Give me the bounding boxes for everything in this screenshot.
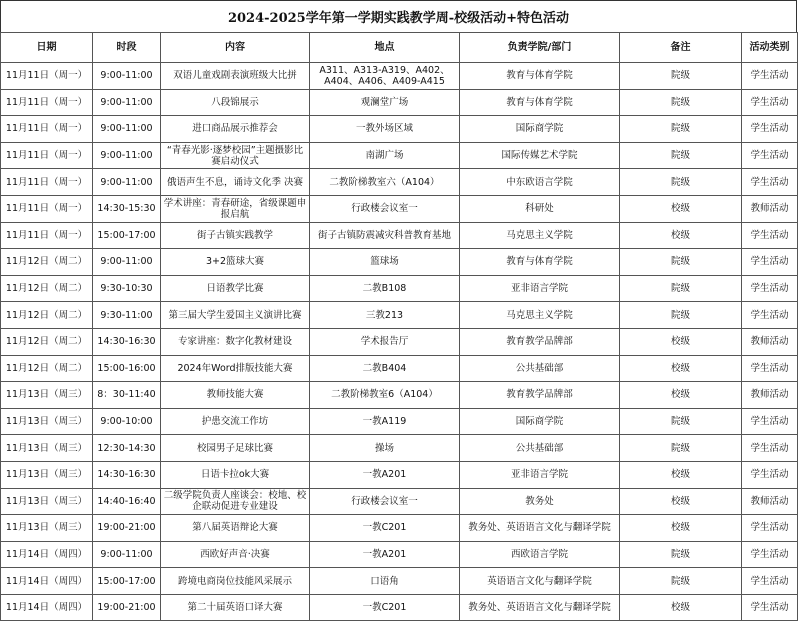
- cell-location: 行政楼会议室一: [310, 195, 460, 222]
- table-row: [1, 142, 798, 169]
- cell-date: 11月14日（周四）: [1, 568, 93, 595]
- cell-remark: 院级: [620, 302, 742, 329]
- cell-category: 教师活动: [742, 328, 798, 355]
- cell-date: 11月11日（周一）: [1, 169, 93, 196]
- cell-remark: 校级: [620, 461, 742, 488]
- cell-category: 学生活动: [742, 142, 798, 169]
- cell-category: 学生活动: [742, 89, 798, 116]
- cell-department: 马克思主义学院: [460, 222, 620, 249]
- cell-time: 14:30-16:30: [93, 328, 161, 355]
- cell-content: “青春光影·逐梦校园”主题摄影比赛启动仪式: [161, 142, 310, 169]
- cell-date: 11月11日（周一）: [1, 63, 93, 90]
- cell-content: 二级学院负责人座谈会：校地、校企联动促进专业建设: [161, 488, 310, 515]
- cell-location: 二教B404: [310, 355, 460, 382]
- table-row: [1, 328, 798, 355]
- table-row: [1, 249, 798, 276]
- cell-time: 9:00-11:00: [93, 541, 161, 568]
- cell-date: 11月12日（周二）: [1, 275, 93, 302]
- cell-date: 11月11日（周一）: [1, 142, 93, 169]
- cell-content: 双语儿童戏剧表演班级大比拼: [161, 63, 310, 90]
- table-row: [1, 116, 798, 143]
- cell-category: 学生活动: [742, 435, 798, 462]
- cell-time: 9:00-11:00: [93, 169, 161, 196]
- cell-time: 15:00-17:00: [93, 568, 161, 595]
- cell-category: 学生活动: [742, 541, 798, 568]
- cell-time: 19:00-21:00: [93, 515, 161, 542]
- cell-content: 第八届英语辩论大赛: [161, 515, 310, 542]
- cell-category: 学生活动: [742, 515, 798, 542]
- cell-remark: 院级: [620, 568, 742, 595]
- cell-date: 11月11日（周一）: [1, 195, 93, 222]
- cell-date: 11月12日（周二）: [1, 249, 93, 276]
- cell-category: 学生活动: [742, 594, 798, 621]
- table-row: [1, 408, 798, 435]
- cell-date: 11月13日（周三）: [1, 488, 93, 515]
- cell-content: 第三届大学生爱国主义演讲比赛: [161, 302, 310, 329]
- cell-location: 南湖广场: [310, 142, 460, 169]
- cell-content: 八段锦展示: [161, 89, 310, 116]
- cell-location: 一教外场区域: [310, 116, 460, 143]
- cell-location: 一教C201: [310, 515, 460, 542]
- cell-department: 亚非语言学院: [460, 275, 620, 302]
- cell-date: 11月12日（周二）: [1, 328, 93, 355]
- cell-location: 观澜堂广场: [310, 89, 460, 116]
- cell-department: 亚非语言学院: [460, 461, 620, 488]
- table-row: [1, 195, 798, 222]
- cell-time: 12:30-14:30: [93, 435, 161, 462]
- header-category: 活动类别: [742, 33, 798, 63]
- cell-location: 学术报告厅: [310, 328, 460, 355]
- cell-time: 9:00-11:00: [93, 89, 161, 116]
- cell-content: 西欧好声音·决赛: [161, 541, 310, 568]
- table-row: [1, 302, 798, 329]
- cell-date: 11月11日（周一）: [1, 222, 93, 249]
- cell-time: 9:00-11:00: [93, 63, 161, 90]
- cell-category: 学生活动: [742, 568, 798, 595]
- cell-content: 跨境电商岗位技能风采展示: [161, 568, 310, 595]
- cell-date: 11月14日（周四）: [1, 541, 93, 568]
- cell-content: 专家讲座：数字化教材建设: [161, 328, 310, 355]
- cell-category: 学生活动: [742, 169, 798, 196]
- cell-remark: 校级: [620, 515, 742, 542]
- cell-category: 学生活动: [742, 355, 798, 382]
- cell-content: 2024年Word排版技能大赛: [161, 355, 310, 382]
- cell-location: 二教阶梯教室六（A104）: [310, 169, 460, 196]
- header-row: [1, 33, 798, 63]
- cell-content: 日语教学比赛: [161, 275, 310, 302]
- cell-content: 校园男子足球比赛: [161, 435, 310, 462]
- cell-date: 11月12日（周二）: [1, 355, 93, 382]
- cell-department: 英语语言文化与翻译学院: [460, 568, 620, 595]
- cell-content: 护患交流工作坊: [161, 408, 310, 435]
- cell-time: 19:00-21:00: [93, 594, 161, 621]
- table-row: [1, 461, 798, 488]
- cell-remark: 院级: [620, 249, 742, 276]
- cell-content: 教师技能大赛: [161, 382, 310, 409]
- cell-location: 一教A119: [310, 408, 460, 435]
- header-location: 地点: [310, 33, 460, 63]
- cell-department: 教育与体育学院: [460, 89, 620, 116]
- cell-department: 教务处、英语语言文化与翻译学院: [460, 515, 620, 542]
- cell-location: 二教B108: [310, 275, 460, 302]
- table-body: [1, 63, 798, 621]
- cell-date: 11月13日（周三）: [1, 461, 93, 488]
- cell-location: 街子古镇防震减灾科普教育基地: [310, 222, 460, 249]
- cell-time: 8：30-11:40: [93, 382, 161, 409]
- cell-content: 俄语声生不息，诵诗文化季 决赛: [161, 169, 310, 196]
- cell-category: 教师活动: [742, 488, 798, 515]
- table-row: [1, 169, 798, 196]
- cell-remark: 院级: [620, 63, 742, 90]
- cell-department: 教育与体育学院: [460, 249, 620, 276]
- cell-department: 公共基础部: [460, 355, 620, 382]
- cell-remark: 院级: [620, 89, 742, 116]
- cell-department: 教育教学品牌部: [460, 328, 620, 355]
- cell-remark: 校级: [620, 195, 742, 222]
- cell-category: 学生活动: [742, 408, 798, 435]
- table-row: [1, 89, 798, 116]
- cell-time: 14:30-15:30: [93, 195, 161, 222]
- cell-remark: 校级: [620, 328, 742, 355]
- header-time: 时段: [93, 33, 161, 63]
- cell-content: 3+2篮球大赛: [161, 249, 310, 276]
- cell-remark: 院级: [620, 275, 742, 302]
- cell-content: 日语卡拉ok大赛: [161, 461, 310, 488]
- cell-category: 学生活动: [742, 461, 798, 488]
- cell-remark: 院级: [620, 169, 742, 196]
- cell-content: 第二十届英语口译大赛: [161, 594, 310, 621]
- cell-date: 11月14日（周四）: [1, 594, 93, 621]
- cell-time: 9:00-11:00: [93, 249, 161, 276]
- cell-remark: 校级: [620, 222, 742, 249]
- table-row: [1, 515, 798, 542]
- cell-remark: 校级: [620, 382, 742, 409]
- table-row: [1, 355, 798, 382]
- cell-department: 教育教学品牌部: [460, 382, 620, 409]
- page-title: 2024-2025学年第一学期实践教学周-校级活动+特色活动: [0, 0, 797, 33]
- cell-location: 一教A201: [310, 461, 460, 488]
- cell-date: 11月11日（周一）: [1, 89, 93, 116]
- cell-time: 14:40-16:40: [93, 488, 161, 515]
- table-row: [1, 488, 798, 515]
- cell-category: 学生活动: [742, 275, 798, 302]
- cell-remark: 校级: [620, 355, 742, 382]
- table-row: [1, 568, 798, 595]
- cell-department: 国际传媒艺术学院: [460, 142, 620, 169]
- cell-date: 11月12日（周二）: [1, 302, 93, 329]
- cell-department: 马克思主义学院: [460, 302, 620, 329]
- cell-remark: 院级: [620, 116, 742, 143]
- table-row: [1, 541, 798, 568]
- cell-category: 教师活动: [742, 382, 798, 409]
- cell-remark: 院级: [620, 142, 742, 169]
- cell-remark: 院级: [620, 408, 742, 435]
- cell-department: 中东欧语言学院: [460, 169, 620, 196]
- cell-department: 教务处: [460, 488, 620, 515]
- cell-location: 行政楼会议室一: [310, 488, 460, 515]
- cell-date: 11月13日（周三）: [1, 435, 93, 462]
- cell-category: 学生活动: [742, 222, 798, 249]
- table-row: [1, 63, 798, 90]
- cell-location: 一教A201: [310, 541, 460, 568]
- cell-location: 三教213: [310, 302, 460, 329]
- cell-department: 西欧语言学院: [460, 541, 620, 568]
- cell-department: 教育与体育学院: [460, 63, 620, 90]
- cell-department: 教务处、英语语言文化与翻译学院: [460, 594, 620, 621]
- cell-content: 街子古镇实践教学: [161, 222, 310, 249]
- cell-department: 国际商学院: [460, 116, 620, 143]
- cell-category: 教师活动: [742, 195, 798, 222]
- cell-date: 11月13日（周三）: [1, 515, 93, 542]
- cell-date: 11月13日（周三）: [1, 408, 93, 435]
- cell-date: 11月13日（周三）: [1, 382, 93, 409]
- cell-date: 11月11日（周一）: [1, 116, 93, 143]
- table-row: [1, 594, 798, 621]
- cell-time: 9:30-11:00: [93, 302, 161, 329]
- cell-location: A311、A313-A319、A402、A404、A406、A409-A415: [310, 63, 460, 90]
- cell-remark: 院级: [620, 435, 742, 462]
- header-remark: 备注: [620, 33, 742, 63]
- cell-department: 科研处: [460, 195, 620, 222]
- cell-content: 进口商品展示推荐会: [161, 116, 310, 143]
- cell-location: 篮球场: [310, 249, 460, 276]
- cell-time: 9:30-10:30: [93, 275, 161, 302]
- table-row: [1, 275, 798, 302]
- table-row: [1, 222, 798, 249]
- header-content: 内容: [161, 33, 310, 63]
- cell-remark: 校级: [620, 488, 742, 515]
- cell-category: 学生活动: [742, 249, 798, 276]
- cell-time: 15:00-16:00: [93, 355, 161, 382]
- cell-time: 9:00-11:00: [93, 142, 161, 169]
- cell-category: 学生活动: [742, 302, 798, 329]
- cell-category: 学生活动: [742, 63, 798, 90]
- schedule-table: [0, 32, 798, 621]
- cell-location: 二教阶梯教室6（A104）: [310, 382, 460, 409]
- header-date: 日期: [1, 33, 93, 63]
- table-row: [1, 382, 798, 409]
- cell-time: 9:00-10:00: [93, 408, 161, 435]
- cell-time: 15:00-17:00: [93, 222, 161, 249]
- cell-remark: 院级: [620, 541, 742, 568]
- cell-time: 14:30-16:30: [93, 461, 161, 488]
- cell-category: 学生活动: [742, 116, 798, 143]
- cell-remark: 校级: [620, 594, 742, 621]
- cell-location: 口语角: [310, 568, 460, 595]
- header-department: 负责学院/部门: [460, 33, 620, 63]
- cell-content: 学术讲座：青春研途，省级课题申报启航: [161, 195, 310, 222]
- cell-department: 公共基础部: [460, 435, 620, 462]
- cell-department: 国际商学院: [460, 408, 620, 435]
- cell-location: 操场: [310, 435, 460, 462]
- table-row: [1, 435, 798, 462]
- cell-time: 9:00-11:00: [93, 116, 161, 143]
- cell-location: 一教C201: [310, 594, 460, 621]
